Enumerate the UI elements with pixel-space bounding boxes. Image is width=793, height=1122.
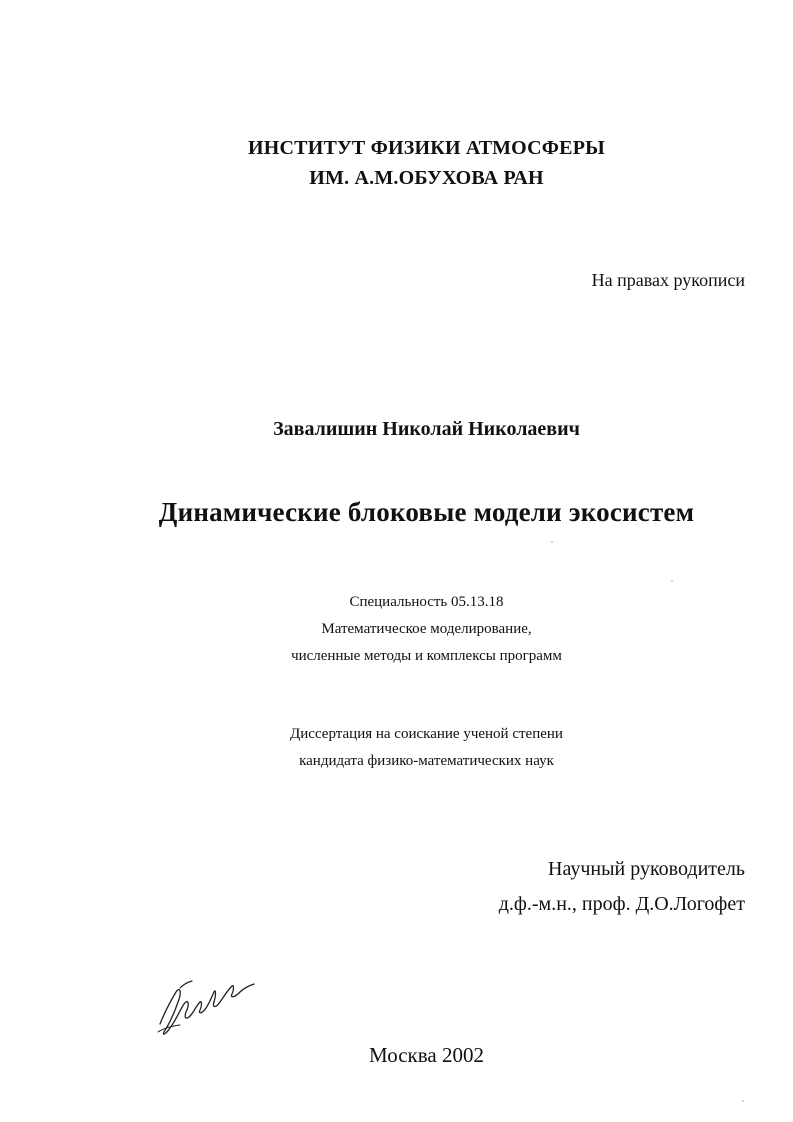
author-name: Завалишин Николай Николаевич — [273, 418, 580, 440]
supervisor-label: Научный руководитель — [548, 858, 745, 880]
scan-speck — [551, 541, 553, 543]
specialty-name-line1: Математическое моделирование, — [321, 621, 532, 637]
dissertation-title: Динамические блоковые модели экосистем — [158, 497, 695, 527]
institute-name-line1: ИНСТИТУТ ФИЗИКИ АТМОСФЕРЫ — [248, 137, 605, 159]
scan-speck — [671, 580, 673, 582]
specialty-code: Специальность 05.13.18 — [349, 594, 504, 610]
scan-speck — [742, 1100, 744, 1102]
degree-statement-line1: Диссертация на соискание ученой степени — [290, 726, 563, 742]
city-and-year: Москва 2002 — [369, 1043, 484, 1067]
manuscript-rights-notice: На правах рукописи — [591, 270, 745, 290]
supervisor-name: д.ф.-м.н., проф. Д.О.Логофет — [498, 893, 745, 915]
handwritten-signature — [150, 962, 260, 1042]
institute-name-line2: ИМ. А.М.ОБУХОВА РАН — [309, 167, 544, 189]
specialty-name-line2: численные методы и комплексы программ — [291, 648, 562, 664]
degree-statement-line2: кандидата физико-математических наук — [299, 753, 554, 769]
